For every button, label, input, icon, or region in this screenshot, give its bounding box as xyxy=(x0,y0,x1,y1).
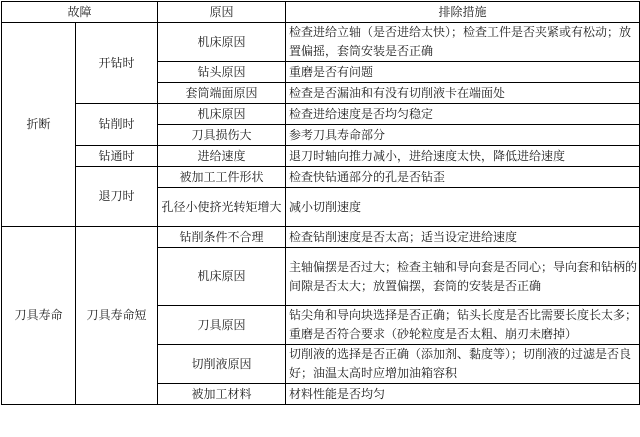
table-row xyxy=(2,23,640,62)
table-row xyxy=(2,227,640,248)
cause-cell: 切削液原因 xyxy=(158,345,286,384)
cause-cell: 机床原因 xyxy=(158,104,286,125)
cause-cell: 刀具原因 xyxy=(158,306,286,345)
remedy-cell: 检查是否漏油和有没有切削液卡在端面处 xyxy=(286,83,640,104)
table-row xyxy=(2,104,640,125)
header-row xyxy=(2,2,640,23)
remedy-cell: 检查进给速度是否均匀稳定 xyxy=(286,104,640,125)
remedy-cell: 参考刀具寿命部分 xyxy=(286,125,640,146)
cause-cell: 刀具损伤大 xyxy=(158,125,286,146)
remedy-cell: 退刀时轴向推力减小，进给速度太快，降低进给速度 xyxy=(286,146,640,167)
group-breakage: 折断 xyxy=(2,23,76,227)
remedy-cell: 减小切削速度 xyxy=(286,188,640,227)
remedy-cell: 重磨是否有问题 xyxy=(286,62,640,83)
troubleshooting-table xyxy=(1,1,640,405)
cause-cell: 机床原因 xyxy=(158,23,286,62)
table-row xyxy=(2,146,640,167)
remedy-cell: 材料性能是否均匀 xyxy=(286,384,640,405)
cause-cell: 钻削条件不合理 xyxy=(158,227,286,248)
remedy-cell: 检查快钻通部分的孔是否钻歪 xyxy=(286,167,640,188)
remedy-cell: 检查进给立轴（是否进给太快）；检查工件是否夹紧或有松动；放置偏摇，套筒安装是否正确 xyxy=(286,23,640,62)
remedy-cell: 检查钻削速度是否太高；适当设定进给速度 xyxy=(286,227,640,248)
cause-cell: 钻头原因 xyxy=(158,62,286,83)
cause-cell: 套筒端面原因 xyxy=(158,83,286,104)
header-cause: 原因 xyxy=(158,2,286,23)
header-fault: 故障 xyxy=(2,2,158,23)
table-row xyxy=(2,167,640,188)
stage-while-drilling: 钻削时 xyxy=(76,104,158,146)
stage-start-drilling: 开钻时 xyxy=(76,23,158,104)
cause-cell: 机床原因 xyxy=(158,248,286,306)
cause-cell: 被加工材料 xyxy=(158,384,286,405)
remedy-cell: 钻尖角和导向块选择是否正确；钻头长度是否比需要长度长太多；重磨是否符合要求（砂轮粒度是否太粗、崩刃未磨掉） xyxy=(286,306,640,345)
cause-cell: 被加工工件形状 xyxy=(158,167,286,188)
group-tool-life: 刀具寿命 xyxy=(2,227,76,405)
remedy-cell: 切削液的选择是否正确（添加剂、黏度等）；切削液的过滤是否良好；油温太高时应增加油箱容积 xyxy=(286,345,640,384)
remedy-cell: 主轴偏摆是否过大；检查主轴和导向套是否同心；导向套和钻柄的间隙是否太大；放置偏摆，套筒的安装是否正确 xyxy=(286,248,640,306)
stage-tool-life-short: 刀具寿命短 xyxy=(76,227,158,405)
cause-cell: 进给速度 xyxy=(158,146,286,167)
stage-retracting: 退刀时 xyxy=(76,167,158,227)
stage-break-through: 钻通时 xyxy=(76,146,158,167)
cause-cell: 孔径小使挤光转矩增大 xyxy=(158,188,286,227)
header-remedy: 排除措施 xyxy=(286,2,640,23)
